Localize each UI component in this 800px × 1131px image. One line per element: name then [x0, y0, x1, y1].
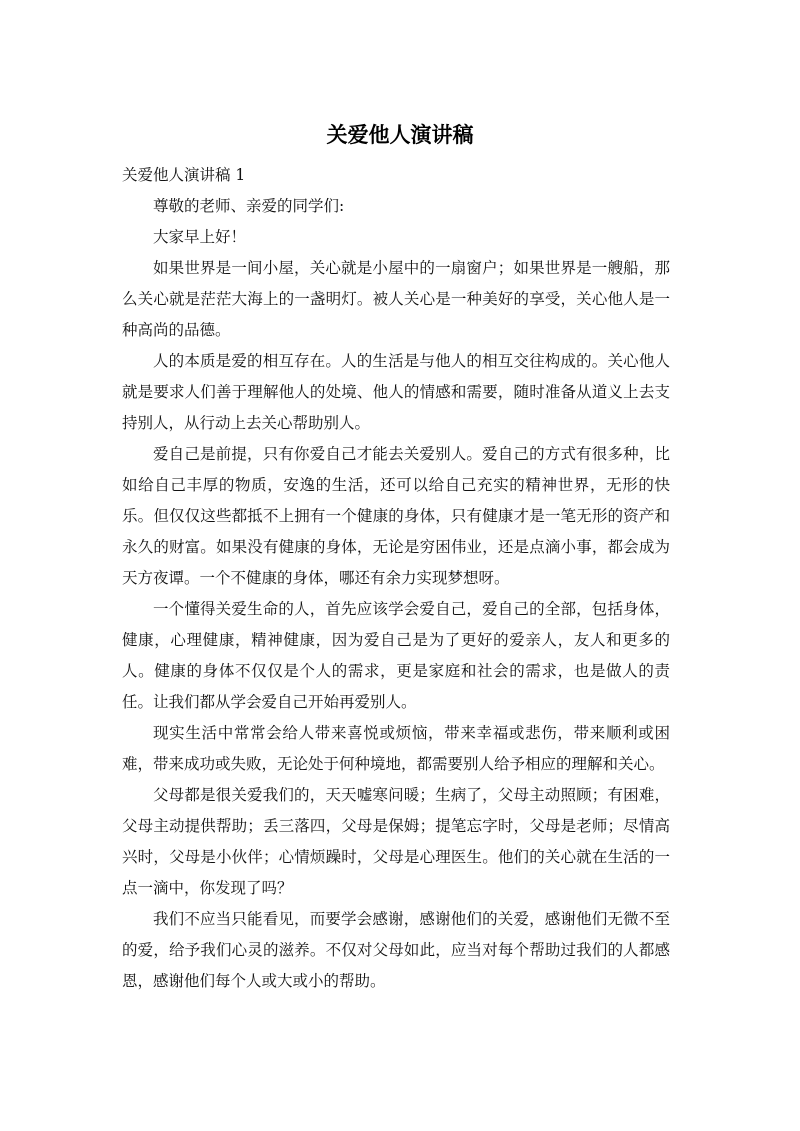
paragraph: 父母都是很关爱我们的，天天嘘寒问暖；生病了，父母主动照顾；有困难，父母主动提供帮助；丢三落四，父母是保姆；提笔忘字时，父母是老师；尽情高兴时，父母是小伙伴；心情烦躁时，父母是心理医生。他们的关心就在生活的一点一滴中，你发现了吗？	[122, 786, 670, 897]
speech-subtitle: 关爱他人演讲稿 1	[122, 166, 246, 184]
paragraph-morning: 大家早上好！	[153, 228, 247, 246]
document-title: 关爱他人演讲稿	[326, 123, 474, 147]
paragraph: 我们不应当只能看见，而要学会感谢，感谢他们的关爱，感谢他们无微不至的爱，给予我们心灵的滋养。不仅对父母如此，应当对每个帮助过我们的人都感恩，感谢他们每个人或大或小的帮助。	[122, 910, 670, 990]
paragraph: 如果世界是一间小屋，关心就是小屋中的一扇窗户；如果世界是一艘船，那么关心就是茫茫大海上的一盏明灯。被人关心是一种美好的享受，关心他人是一种高尚的品德。	[122, 259, 670, 339]
paragraph: 现实生活中常常会给人带来喜悦或烦恼，带来幸福或悲伤，带来顺利或困难，带来成功或失败，无论处于何种境地，都需要别人给予相应的理解和关心。	[122, 724, 670, 773]
paragraph: 一个懂得关爱生命的人，首先应该学会爱自己，爱自己的全部，包括身体，健康，心理健康，精神健康，因为爱自己是为了更好的爱亲人，友人和更多的人。健康的身体不仅仅是个人的需求，更是家庭和社会的需求，也是做人的责任。让我们都从学会爱自己开始再爱别人。	[122, 600, 670, 711]
paragraph: 爱自己是前提，只有你爱自己才能去关爱别人。爱自己的方式有很多种，比如给自己丰厚的物质，安逸的生活，还可以给自己充实的精神世界，无形的快乐。但仅仅这些都抵不上拥有一个健康的身体，只有健康才是一笔无形的资产和永久的财富。如果没有健康的身体，无论是穷困伟业，还是点滴小事，都会成为天方夜谭。一个不健康的身体，哪还有余力实现梦想呀。	[122, 445, 670, 587]
paragraph-greeting: 尊敬的老师、亲爱的同学们:	[153, 197, 345, 215]
document-body	[122, 160, 670, 997]
paragraph: 人的本质是爱的相互存在。人的生活是与他人的相互交往构成的。关心他人就是要求人们善于理解他人的处境、他人的情感和需要，随时准备从道义上去支持别人，从行动上去关心帮助别人。	[122, 352, 670, 432]
